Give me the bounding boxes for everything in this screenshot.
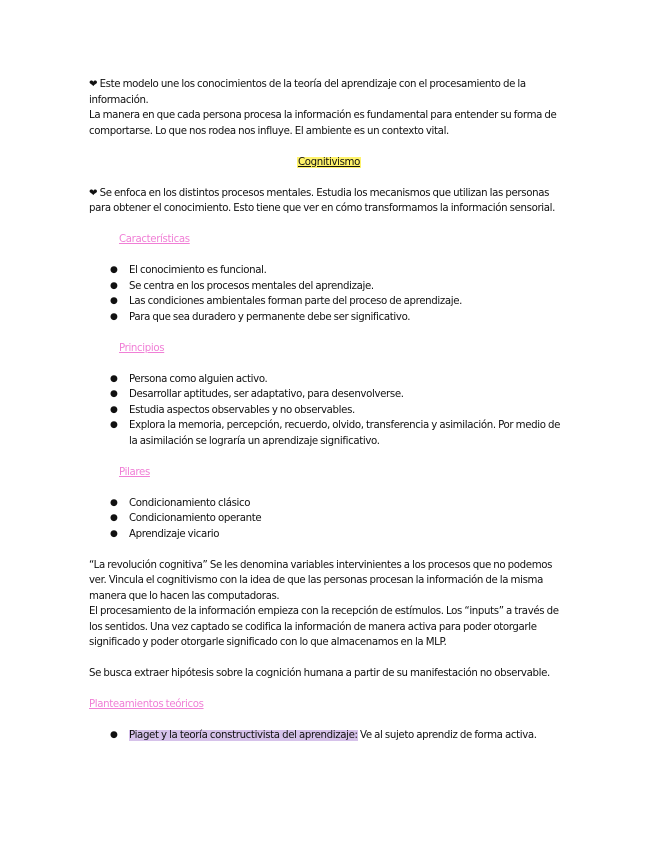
list-item-text: Persona como alguien activo. xyxy=(129,373,268,385)
section-title-wrap xyxy=(89,155,569,171)
highlighted-text: Piaget y la teoría constructivista del aprendizaje: xyxy=(129,730,358,741)
list-item xyxy=(110,403,569,419)
list-item xyxy=(110,263,569,279)
spacer xyxy=(89,139,569,155)
bullet-icon: ● xyxy=(110,528,118,539)
pilares-list xyxy=(89,496,569,543)
spacer xyxy=(89,325,569,341)
list-item xyxy=(110,496,569,512)
bullet-icon: ● xyxy=(110,265,118,275)
list-item xyxy=(110,418,569,449)
bullet-icon: ● xyxy=(110,280,118,291)
list-item-text: Explora la memoria, percepción, recuerdo, olvido, transferencia y asimilación. Por medio de la asimilación se lograría un aprendizaje significativo. xyxy=(129,420,561,447)
list-item xyxy=(110,294,569,310)
revolucion-paragraph-1: “La revolución cognitiva” Se les denomina variables intervinientes a los procesos que no podemos ver. Vincula el cognitivismo con la idea de que las personas procesan la información de la misma manera que lo hacen las computadoras. xyxy=(89,559,553,602)
list-item xyxy=(110,279,569,295)
spacer xyxy=(89,356,569,372)
list-item-text: Las condiciones ambientales forman parte del proceso de aprendizaje. xyxy=(129,296,463,307)
list-item-text: Estudia aspectos observables y no observables. xyxy=(129,404,355,416)
cognitivismo-text: Se enfoca en los distintos procesos mentales. Estudia los mecanismos que utilizan las personas para obtener el conocimiento. Esto tiene que ver en cómo transformamos la información sensorial. xyxy=(89,187,556,214)
intro-paragraph-1 xyxy=(89,77,569,108)
section-title-cognitivismo: Cognitivismo xyxy=(297,156,361,168)
list-item-text: Desarrollar aptitudes, ser adaptativo, para desenvolverse. xyxy=(129,389,404,400)
planteamientos-heading-wrap xyxy=(89,697,569,713)
caracteristicas-list xyxy=(89,263,569,325)
revolucion-paragraph-2: El procesamiento de la información empieza con la recepción de estímulos. Los “inputs” a través de los sentidos. Una vez captado se codifica la información de manera activa para poder otorgarle significado y poder otorgarle significado con lo que almacenamos en la MLP. xyxy=(89,606,559,648)
caracteristicas-heading: Características xyxy=(119,234,190,245)
list-item xyxy=(110,728,569,744)
bullet-icon: ● xyxy=(110,497,118,508)
spacer xyxy=(89,682,569,698)
list-item-text: El conocimiento es funcional. xyxy=(129,265,267,276)
heart-icon: ❤ xyxy=(89,187,98,199)
bullet-icon: ● xyxy=(110,389,118,399)
planteamientos-list xyxy=(89,728,569,744)
bullet-icon: ● xyxy=(110,296,118,306)
list-item-text: Se centra en los procesos mentales del aprendizaje. xyxy=(129,280,374,292)
principios-heading-wrap xyxy=(89,341,569,357)
list-item-text: Ve al sujeto aprendiz de forma activa. xyxy=(357,730,537,741)
bullet-icon: ● xyxy=(110,404,118,415)
bullet-icon: ● xyxy=(110,513,118,523)
pilares-heading-wrap xyxy=(89,465,569,481)
principios-heading: Principios xyxy=(119,342,165,354)
spacer xyxy=(89,713,569,729)
list-item xyxy=(110,372,569,388)
spacer xyxy=(89,248,569,264)
list-item-text: Para que sea duradero y permanente debe ser significativo. xyxy=(129,311,411,323)
spacer xyxy=(89,542,569,558)
cognitivismo-paragraph xyxy=(89,186,569,217)
principios-list xyxy=(89,372,569,450)
spacer xyxy=(89,449,569,465)
document-content xyxy=(89,77,569,744)
list-item xyxy=(110,387,569,403)
bullet-icon: ● xyxy=(110,420,118,430)
spacer xyxy=(89,170,569,186)
planteamientos-heading: Planteamientos teóricos xyxy=(89,699,204,710)
spacer xyxy=(89,651,569,667)
intro-text-1: Este modelo une los conocimientos de la teoría del aprendizaje con el procesamiento de la información. xyxy=(89,79,526,106)
spacer xyxy=(89,480,569,496)
intro-paragraph-2: La manera en que cada persona procesa la información es fundamental para entender su forma de comportarse. Lo que nos rodea nos influye. El ambiente es un contexto vital. xyxy=(89,110,557,137)
revolucion-paragraph-3: Se busca extraer hipótesis sobre la cognición humana a partir de su manifestación no observable. xyxy=(89,668,550,679)
pilares-heading: Pilares xyxy=(119,466,150,478)
bullet-icon: ● xyxy=(110,730,118,740)
heart-icon: ❤ xyxy=(89,79,98,90)
list-item xyxy=(110,310,569,326)
list-item-text: Aprendizaje vicario xyxy=(129,528,220,540)
spacer xyxy=(89,217,569,233)
list-item-text: Condicionamiento operante xyxy=(129,513,262,524)
list-item xyxy=(110,527,569,543)
list-item xyxy=(110,511,569,527)
list-item-text: Condicionamiento clásico xyxy=(129,497,251,509)
bullet-icon: ● xyxy=(110,311,118,322)
bullet-icon: ● xyxy=(110,373,118,384)
caracteristicas-heading-wrap xyxy=(89,232,569,248)
